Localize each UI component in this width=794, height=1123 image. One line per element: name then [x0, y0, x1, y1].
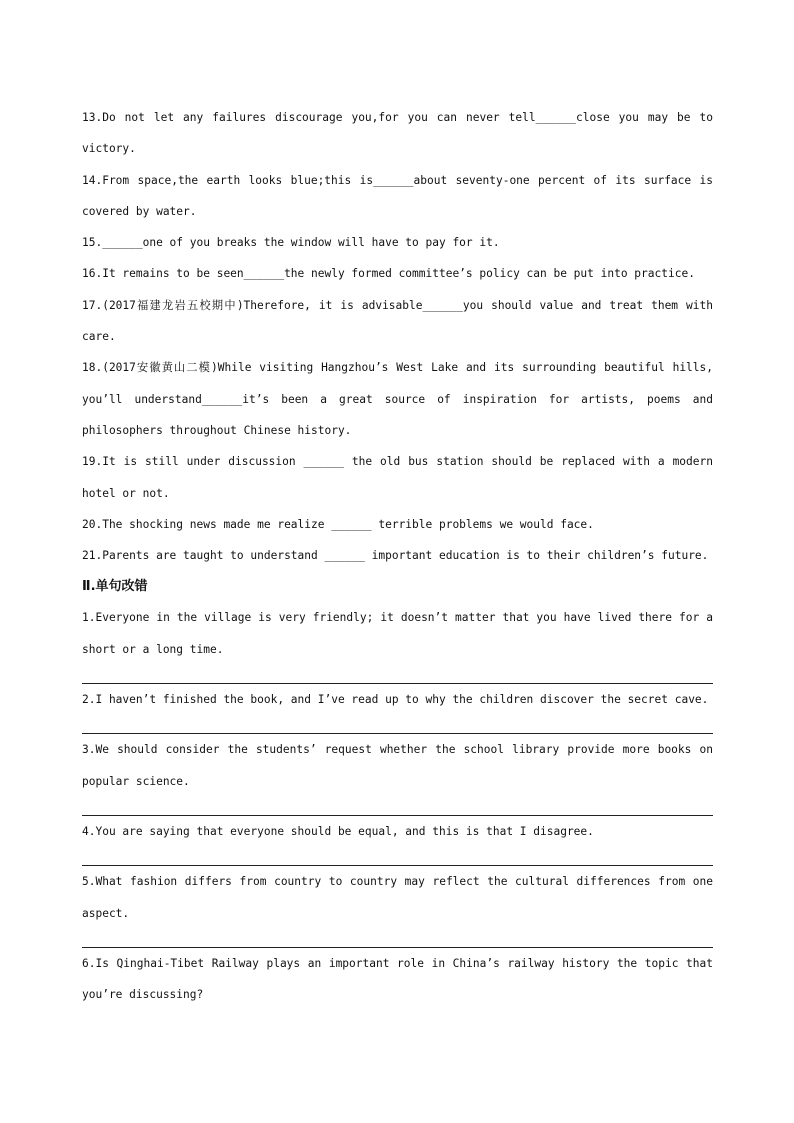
question-21: 21.Parents are taught to understand ______ important education is to their children’s future.: [82, 549, 709, 563]
answer-line-2[interactable]: [82, 715, 713, 734]
section-title-error-correction: Ⅱ.单句改错: [82, 579, 148, 595]
question-15: 15.______one of you breaks the window will have to pay for it.: [82, 236, 500, 250]
answer-line-5[interactable]: [82, 929, 713, 948]
question-20: 20.The shocking news made me realize ______ terrible problems we would face.: [82, 517, 594, 531]
correction-item-5: 5.What fashion differs from country to country may reflect the cultural differences from one aspect.: [82, 875, 713, 920]
answer-line-3[interactable]: [82, 797, 713, 816]
question-17: 17.(2017福建龙岩五校期中)Therefore, it is advisable______you should value and treat them with care.: [82, 298, 713, 344]
question-16: 16.It remains to be seen______the newly formed committee’s policy can be put into practice.: [82, 267, 695, 281]
question-19: 19.It is still under discussion ______ the old bus station should be replaced with a modern hotel or not.: [82, 455, 713, 500]
correction-item-3: 3.We should consider the students’ request whether the school library provide more books on popular science.: [82, 743, 713, 788]
correction-item-1: 1.Everyone in the village is very friendly; it doesn’t matter that you have lived there for a short or a long time.: [82, 611, 713, 656]
correction-item-2: 2.I haven’t finished the book, and I’ve read up to why the children discover the secret cave.: [82, 693, 709, 707]
answer-line-1[interactable]: [82, 665, 713, 684]
question-14: 14.From space,the earth looks blue;this is______about seventy-one percent of its surface is covered by water.: [82, 173, 713, 218]
correction-item-4: 4.You are saying that everyone should be equal, and this is that I disagree.: [82, 824, 594, 838]
answer-line-4[interactable]: [82, 847, 713, 866]
question-13: 13.Do not let any failures discourage you,for you can never tell______close you may be to victory.: [82, 111, 713, 156]
question-18: 18.(2017安徽黄山二模)While visiting Hangzhou’s West Lake and its surrounding beautiful hills, you’ll understand______it’s been a great source of inspiration for artists, poems and philosophers throughout Chinese history.: [82, 361, 713, 437]
correction-item-6: 6.Is Qinghai-Tibet Railway plays an important role in China’s railway history the topic that you’re discussing?: [82, 956, 713, 1002]
worksheet-page: [82, 102, 713, 1010]
